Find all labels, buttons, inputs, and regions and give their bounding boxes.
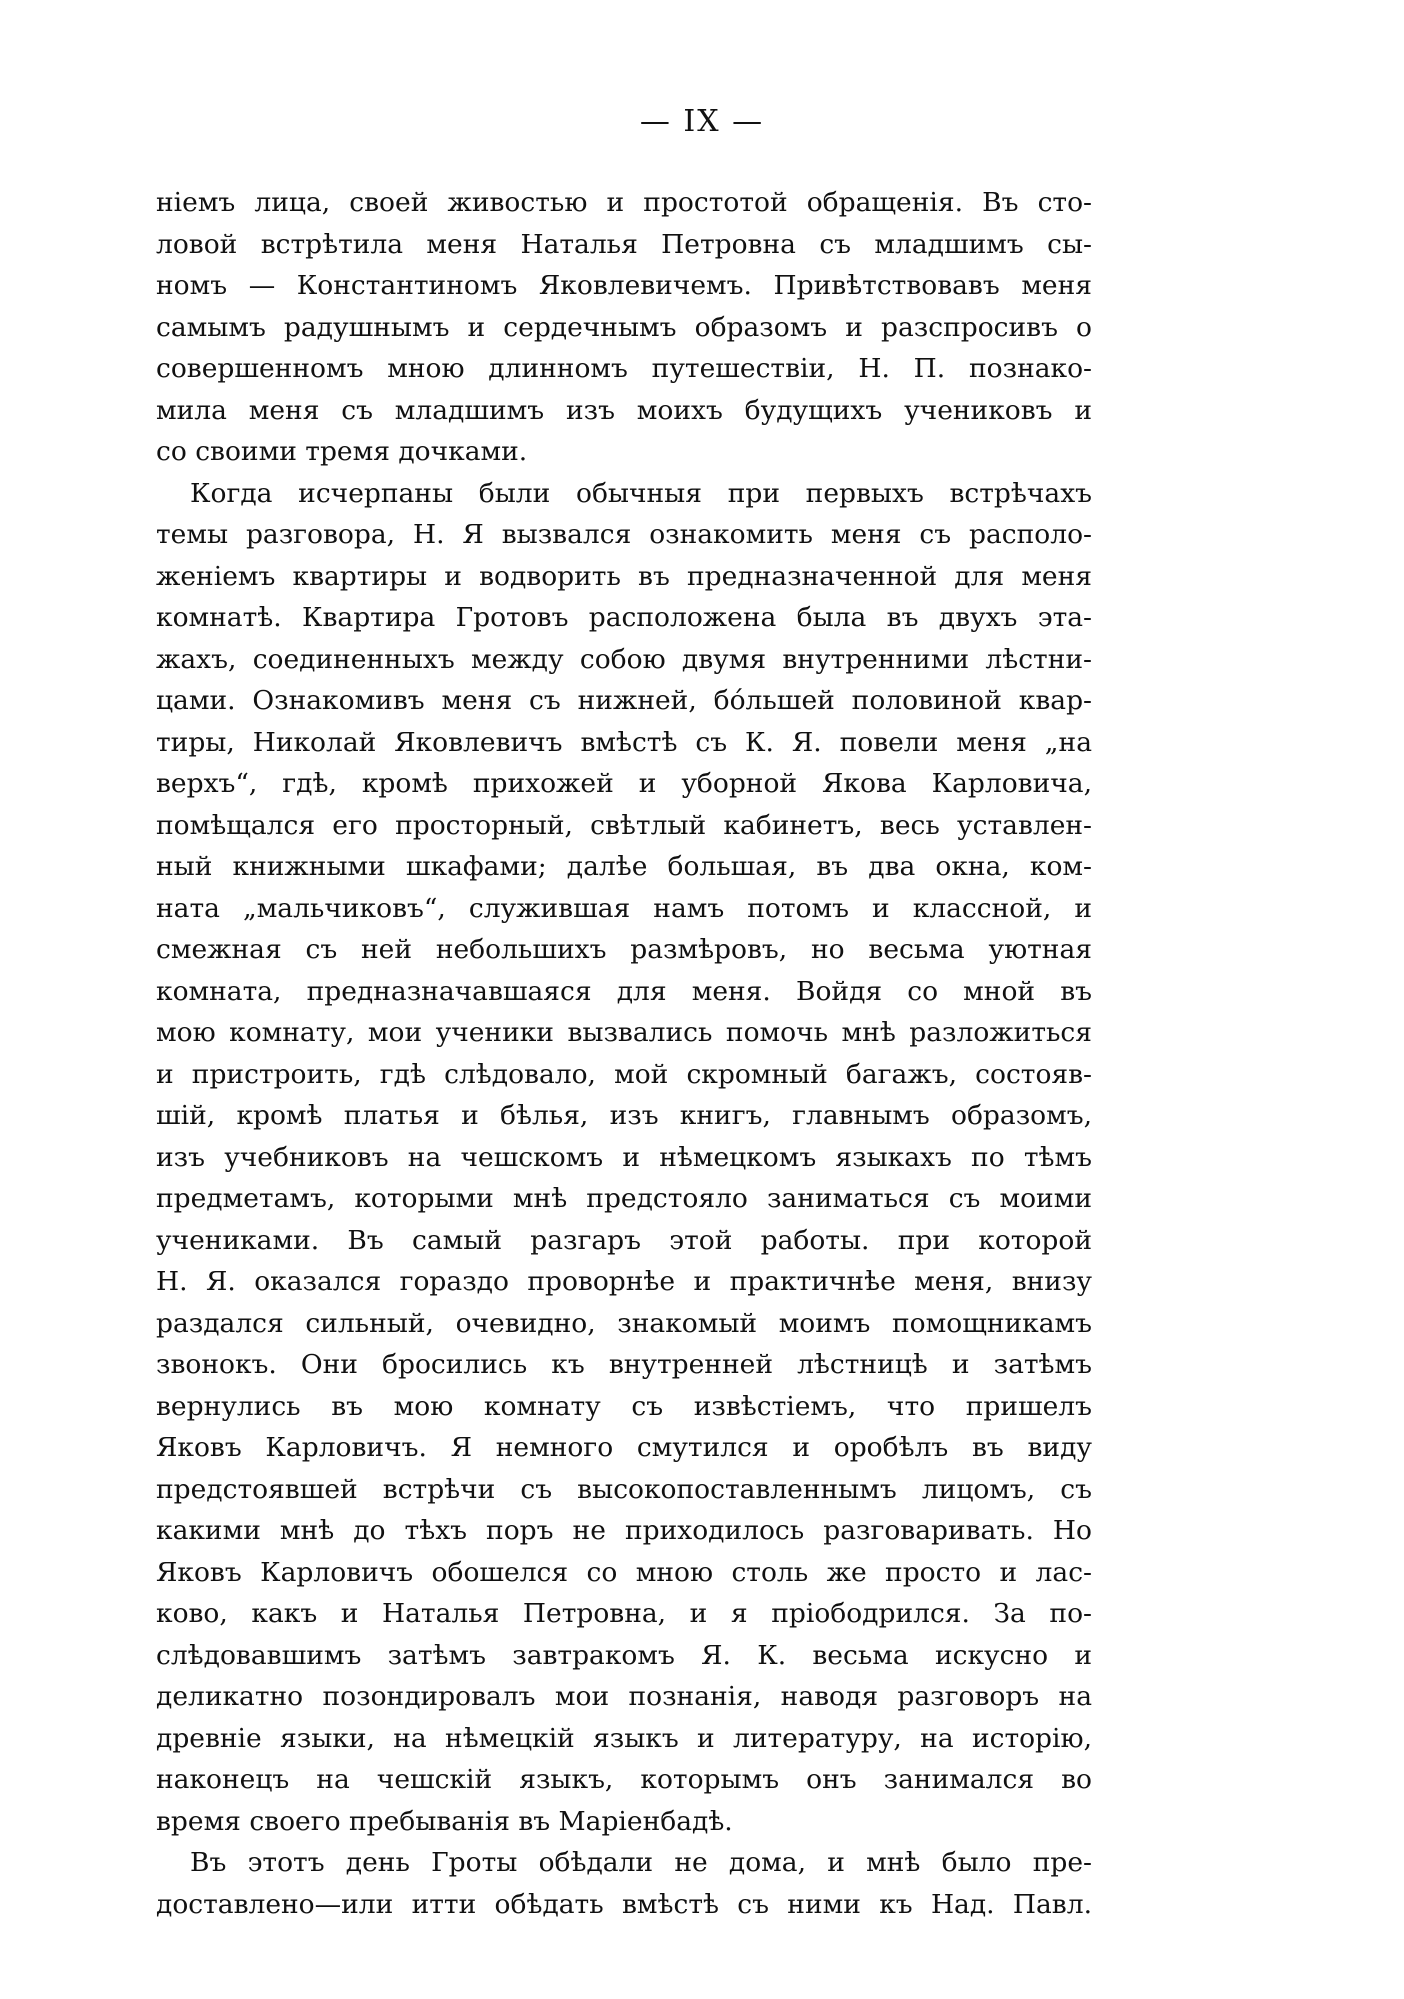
text-line: изъ учебниковъ на чешскомъ и нѣмецкомъ языкахъ по тѣмъ — [156, 1141, 1092, 1173]
text-line: жахъ, соединенныхъ между собою двумя внутренними лѣстни- — [156, 643, 1092, 675]
text-line: Въ этотъ день Гроты обѣдали не дома, и мнѣ было пре- — [190, 1847, 1092, 1878]
text-line: звонокъ. Они бросились къ внутренней лѣстницѣ и затѣмъ — [156, 1349, 1092, 1380]
text-line: номъ — Константиномъ Яковлевичемъ. Привѣтствовавъ меня — [156, 270, 1092, 301]
text-line: и пристроить, гдѣ слѣдовало, мой скромный багажъ, состояв- — [156, 1058, 1092, 1090]
text-line: деликатно позондировалъ мои познанія, наводя разговоръ на — [156, 1681, 1092, 1712]
text-line: Н. Я. оказался гораздо проворнѣе и практичнѣе меня, внизу — [156, 1266, 1092, 1297]
text-line: древніе языки, на нѣмецкій языкъ и литературу, на исторію, — [156, 1722, 1092, 1754]
text-line: мою комнату, мои ученики вызвались помочь мнѣ разложиться — [156, 1017, 1092, 1048]
text-line: ловой встрѣтила меня Наталья Петровна съ младшимъ сы- — [156, 228, 1092, 260]
text-line: верхъ“, гдѣ, кромѣ прихожей и уборной Якова Карловича, — [156, 768, 1092, 799]
page-number: — IX — — [639, 104, 765, 139]
text-line: ный книжными шкафами; далѣе большая, въ два окна, ком- — [156, 851, 1092, 882]
text-line: ково, какъ и Наталья Петровна, и я пріободрился. За по- — [156, 1598, 1092, 1629]
text-line: Яковъ Карловичъ. Я немного смутился и оробѣлъ въ виду — [156, 1432, 1092, 1463]
text-line: комнатѣ. Квартира Гротовъ расположена была въ двухъ эта- — [156, 602, 1092, 633]
text-line: предметамъ, которыми мнѣ предстояло заниматься съ моими — [156, 1183, 1092, 1214]
text-line: темы разговора, Н. Я вызвался ознакомить меня съ располо- — [156, 519, 1092, 550]
text-line: комната, предназначавшаяся для меня. Войдя со мной въ — [156, 975, 1092, 1007]
text-line: время своего пребыванія въ Маріенбадѣ. — [156, 1805, 733, 1837]
text-line: самымъ радушнымъ и сердечнымъ образомъ и разспросивъ о — [156, 311, 1092, 343]
text-line: совершенномъ мною длинномъ путешествіи, Н. П. познако- — [156, 353, 1092, 384]
text-line: шій, кромѣ платья и бѣлья, изъ книгъ, главнымъ образомъ, — [156, 1100, 1092, 1131]
text-line: со своими тремя дочками. — [156, 436, 528, 467]
text-line: цами. Ознакомивъ меня съ нижней, бóльшей половиной квар- — [156, 685, 1092, 716]
text-line: помѣщался его просторный, свѣтлый кабинетъ, весь уставлен- — [156, 809, 1092, 841]
text-line: какими мнѣ до тѣхъ поръ не приходилось разговаривать. Но — [156, 1515, 1092, 1546]
text-line: ната „мальчиковъ“, служившая намъ потомъ и классной, и — [156, 892, 1092, 924]
text-line: смежная съ ней небольшихъ размѣровъ, но весьма уютная — [156, 934, 1092, 965]
text-line: женіемъ квартиры и водворить въ предназначенной для меня — [156, 560, 1092, 592]
text-line: учениками. Въ самый разгаръ этой работы. при которой — [156, 1224, 1092, 1256]
text-line: Яковъ Карловичъ обошелся со мною столь же просто и лас- — [156, 1556, 1092, 1588]
text-line: доставлено—или итти обѣдать вмѣстѣ съ ними къ Над. Павл. — [156, 1888, 1092, 1920]
text-line: вернулись въ мою комнату съ извѣстіемъ, что пришелъ — [156, 1390, 1092, 1422]
text-line: наконецъ на чешскій языкъ, которымъ онъ занимался во — [156, 1764, 1092, 1795]
text-line: Когда исчерпаны были обычныя при первыхъ встрѣчахъ — [190, 477, 1092, 509]
text-line: предстоявшей встрѣчи съ высокопоставленнымъ лицомъ, съ — [156, 1473, 1092, 1505]
text-line: мила меня съ младшимъ изъ моихъ будущихъ учениковъ и — [156, 394, 1092, 426]
body-text — [156, 182, 1092, 1925]
text-line: слѣдовавшимъ затѣмъ завтракомъ Я. К. весьма искусно и — [156, 1639, 1092, 1671]
text-line: раздался сильный, очевидно, знакомый моимъ помощникамъ — [156, 1307, 1092, 1339]
text-line: тиры, Николай Яковлевичъ вмѣстѣ съ К. Я. повели меня „на — [156, 726, 1092, 758]
text-line: ніемъ лица, своей живостью и простотой обращенія. Въ сто- — [156, 187, 1092, 218]
